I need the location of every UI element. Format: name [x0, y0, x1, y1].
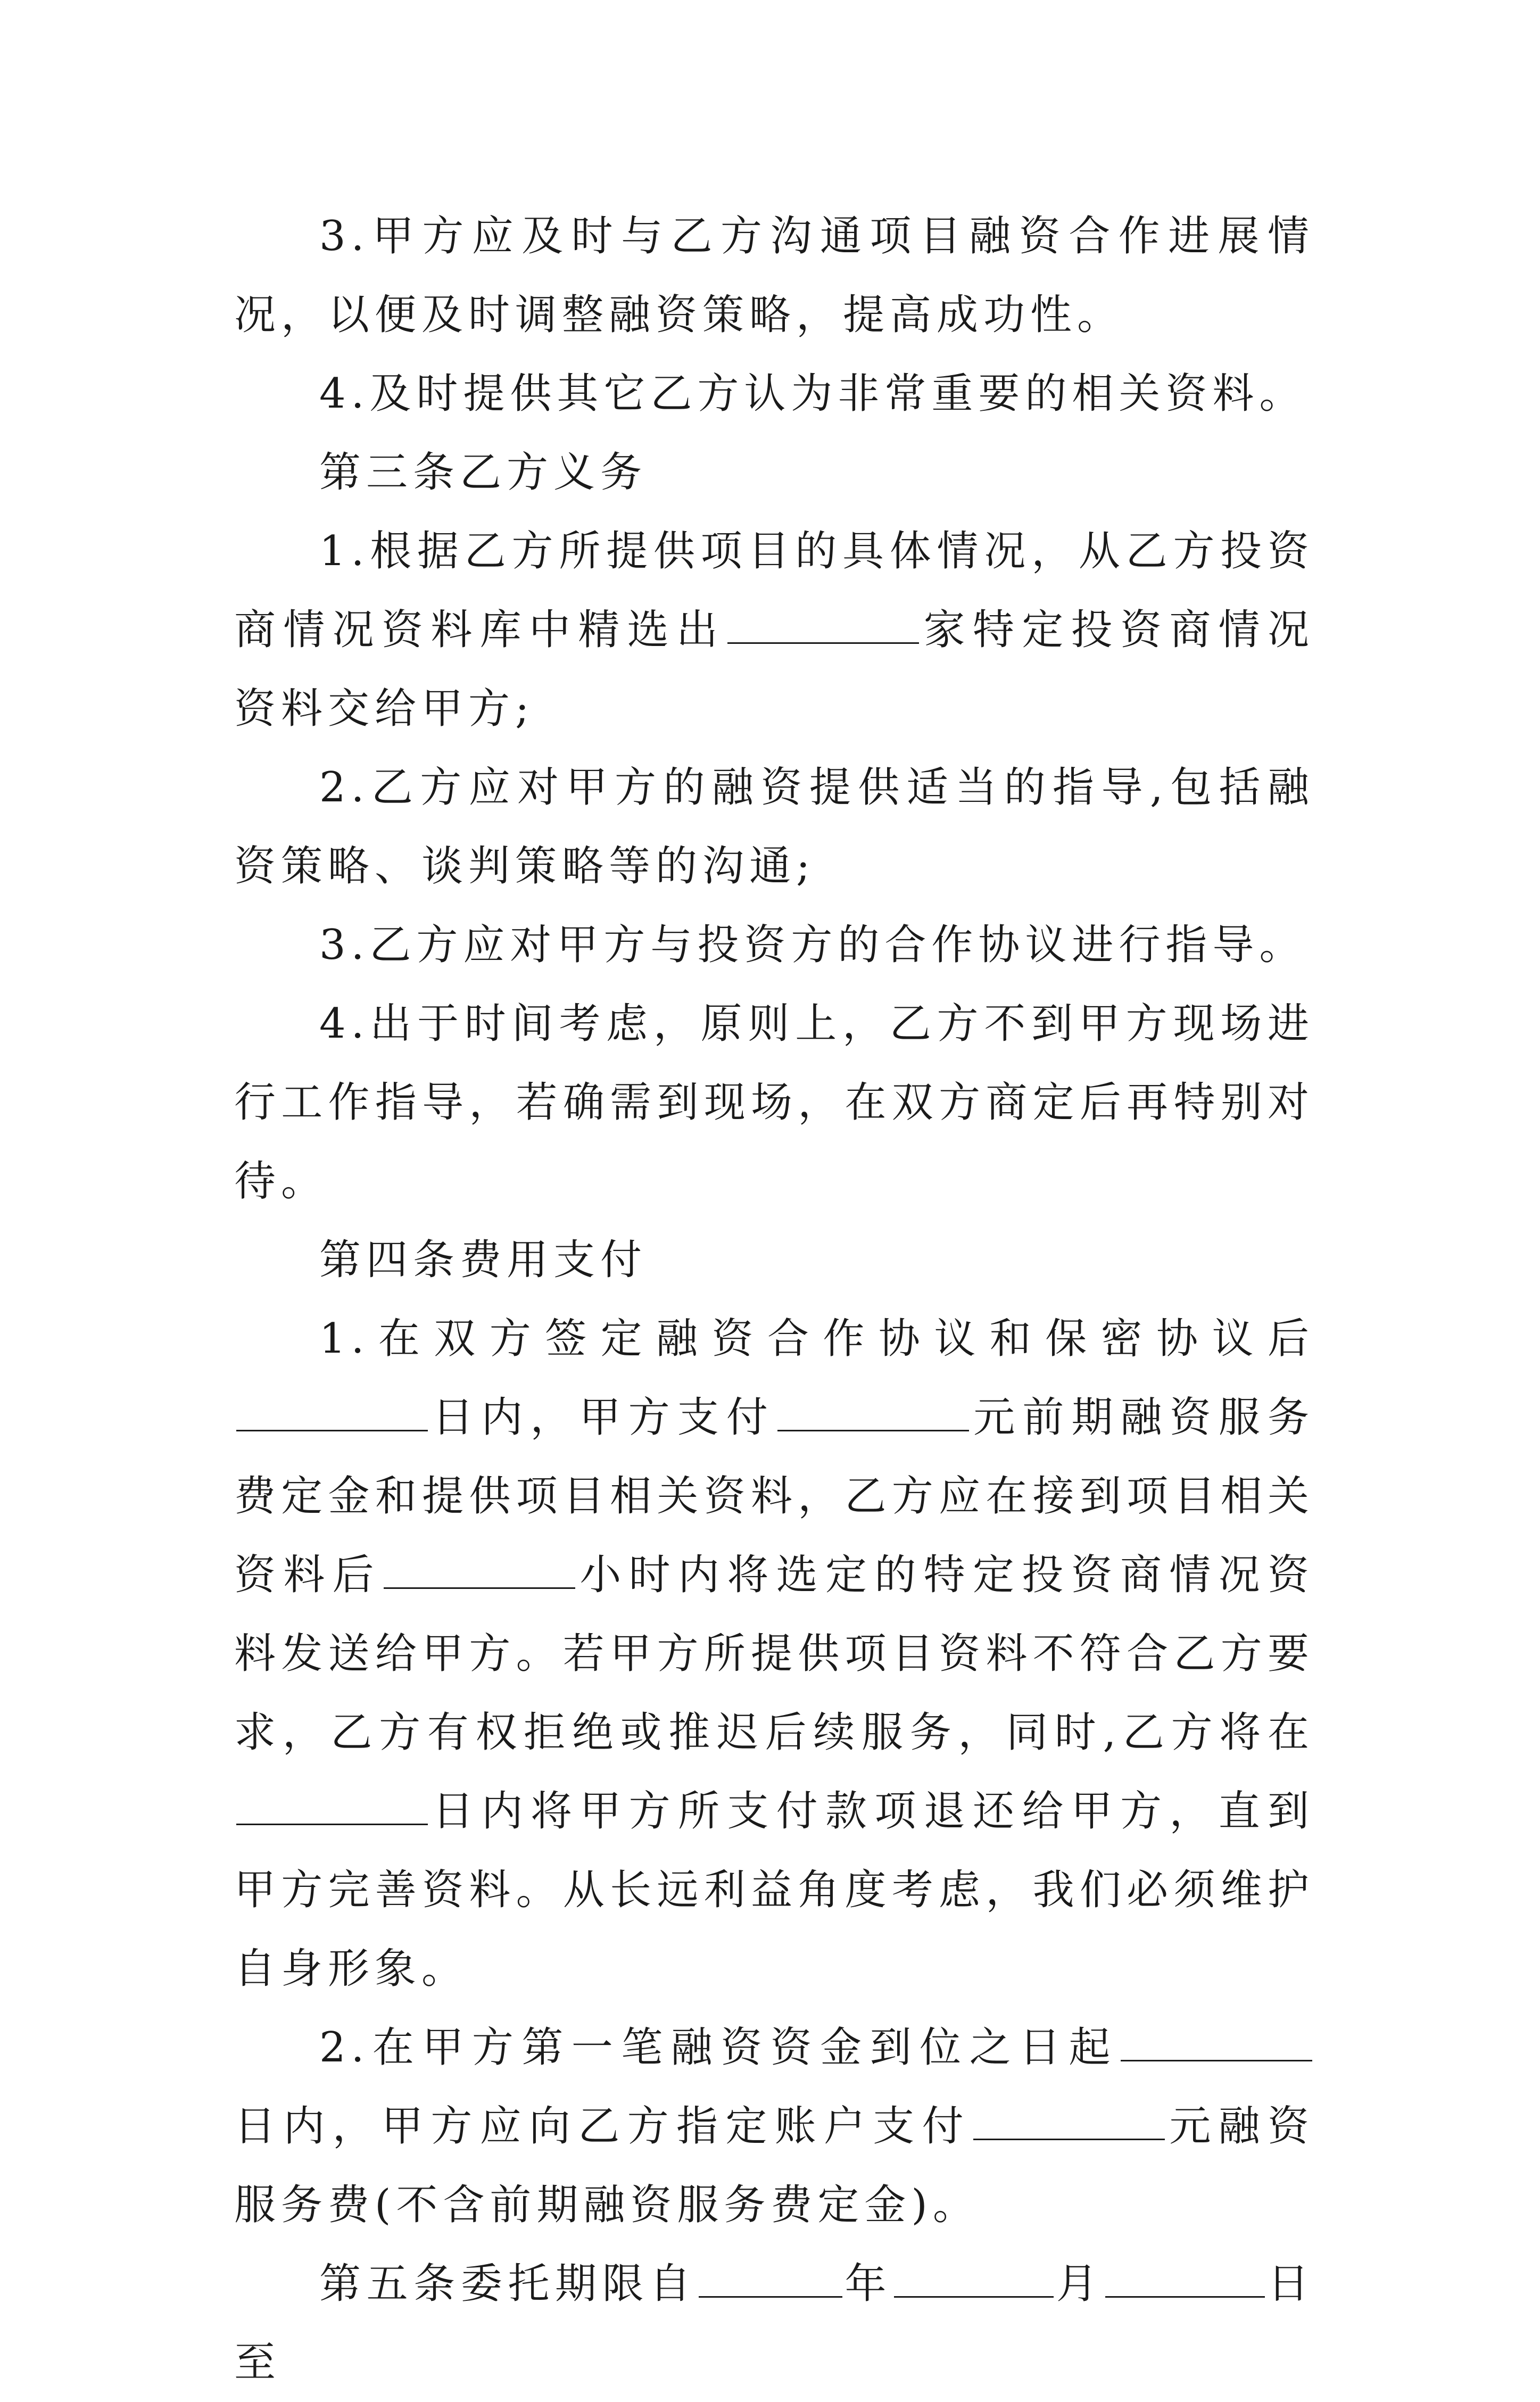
article-3-item-4: 4.出于时间考虑，原则上，乙方不到甲方现场进行工作指导，若确需到现场，在双方商定后再特别对待。	[234, 1000, 1314, 1205]
article-4-item-2-text-c: 元融资服务费(不含前期融资服务费定金)。	[234, 2102, 1314, 2229]
article-4-item-1	[234, 1299, 1314, 2008]
article-3-item-1-text-a: 1.根据乙方所提供项目的具体情况，从乙方投资商情况资料库中精选出	[234, 527, 1314, 654]
article-5-text-a: 第五条委托期限自	[319, 2260, 697, 2308]
fill-in-blank	[699, 2261, 842, 2298]
article-4-item-1-text-c: 元前期融资服务费定金和提供项目相关资料，乙方应在接到项目相关资料后	[234, 1394, 1314, 1599]
fill-in-blank	[384, 1552, 575, 1589]
fill-in-blank	[777, 1395, 969, 1431]
article-4-heading: 第四条费用支付	[319, 1236, 648, 1284]
fill-in-blank	[973, 2103, 1165, 2140]
fill-in-blank	[727, 607, 919, 644]
article-3-item-2: 2.乙方应对甲方的融资提供适当的指导,包括融资策略、谈判策略等的沟通;	[234, 764, 1314, 890]
article-4-item-1-text-a: 1.在双方签定融资合作协议和保密协议后	[319, 1315, 1314, 1363]
article-4-item-1-text-b: 日内，甲方支付	[430, 1394, 776, 1442]
article-4-item-2	[234, 2008, 1314, 2244]
fill-in-blank	[1121, 2025, 1312, 2061]
fill-in-blank	[1105, 2261, 1265, 2298]
article-4-item-2-text-b: 日内，甲方应向乙方指定账户支付	[234, 2102, 971, 2150]
article-3-item-1	[234, 512, 1314, 748]
fill-in-blank	[236, 1788, 428, 1825]
article-4-item-2-text-a: 2.在甲方第一笔融资资金到位之日起	[319, 2024, 1119, 2072]
article-3-item-3: 3.乙方应对甲方与投资方的合作协议进行指导。	[319, 921, 1306, 969]
article-5-text-c: 月	[1056, 2260, 1104, 2308]
fill-in-blank	[894, 2261, 1054, 2298]
article-3-heading: 第三条乙方义务	[319, 449, 648, 496]
article-5	[234, 2244, 1314, 2402]
fill-in-blank	[236, 1395, 428, 1431]
article-4-item-1-text-d: 小时内将选定的特定投资商情况资料发送给甲方。若甲方所提供项目资料不符合乙方要求，乙方有权拒绝或推迟后续服务，同时,乙方将在	[234, 1551, 1314, 1757]
obligation-a-item-3: 3.甲方应及时与乙方沟通项目融资合作进展情况，以便及时调整融资策略，提高成功性。	[234, 212, 1314, 339]
obligation-a-item-4: 4.及时提供其它乙方认为非常重要的相关资料。	[319, 370, 1306, 418]
article-5-text-b: 年	[844, 2260, 892, 2308]
document-page	[234, 197, 1314, 2402]
article-3-item-1-text-b: 家特定投资商情况资料交给甲方;	[234, 606, 1314, 733]
article-5-text-d: 日至	[234, 2260, 1314, 2387]
article-4-item-1-text-e: 日内将甲方所支付款项退还给甲方，直到甲方完善资料。从长远利益角度考虑，我们必须维护自身形象。	[234, 1787, 1314, 1993]
